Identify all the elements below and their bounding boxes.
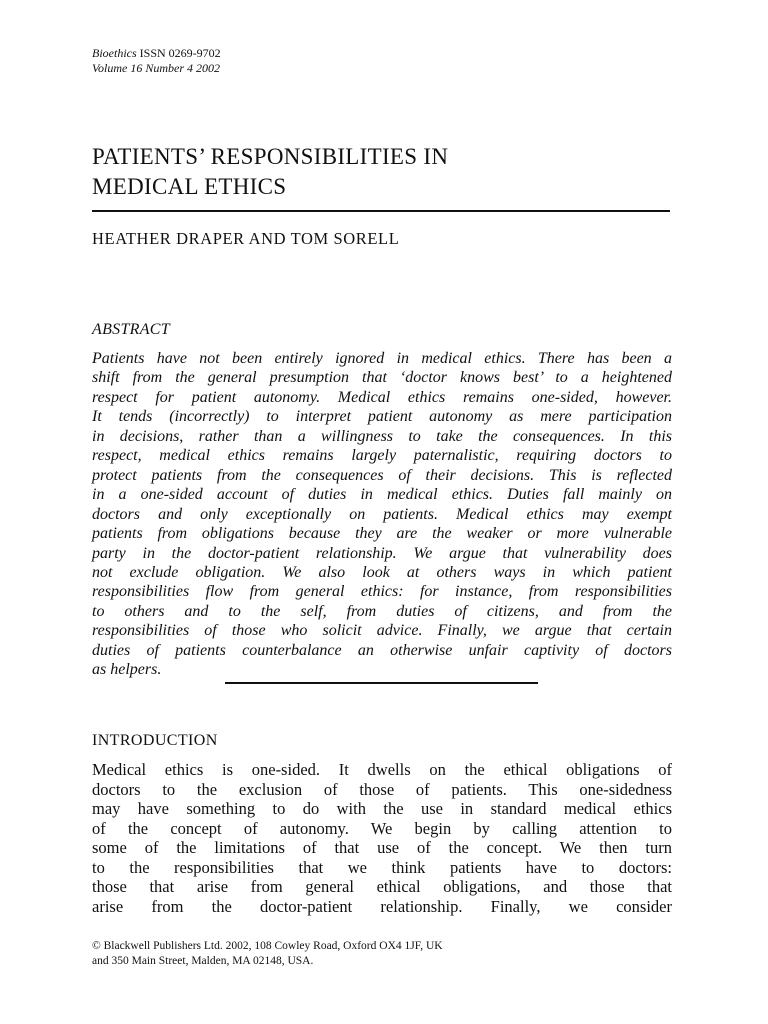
body-line: those that arise from general ethical obligations, and those that xyxy=(92,877,672,897)
body-line: may have something to do with the use in standard medical ethics xyxy=(92,799,672,819)
copyright-line: © Blackwell Publishers Ltd. 2002, 108 Cowley Road, Oxford OX4 1JF, UK xyxy=(92,940,443,952)
abstract-line: in a one-sided account of duties in medical ethics. Duties fall mainly on xyxy=(92,486,672,504)
abstract-line: as helpers. xyxy=(92,661,162,679)
abstract-line: in decisions, rather than a willingness to take the consequences. In this xyxy=(92,427,672,445)
journal-citation xyxy=(92,46,221,76)
abstract-line: not exclude obligation. We also look at others ways in which patient xyxy=(92,563,672,581)
abstract-line: protect patients from the consequences of their decisions. This is reflected xyxy=(92,466,672,484)
abstract-line: duties of patients counterbalance an otherwise unfair captivity of doctors xyxy=(92,641,672,659)
publisher-address-line: and 350 Main Street, Malden, MA 02148, USA. xyxy=(92,955,314,967)
introduction-body xyxy=(92,760,672,916)
body-line: of the concept of autonomy. We begin by calling attention to xyxy=(92,818,672,838)
abstract-line: patients from obligations because they are the weaker or more vulnerable xyxy=(92,525,672,543)
abstract-line: doctors and only exceptionally on patients. Medical ethics may exempt xyxy=(92,505,672,523)
body-line: doctors to the exclusion of those of patients. This one-sidedness xyxy=(92,779,672,799)
abstract-line: shift from the general presumption that ‘doctor knows best’ to a heightened xyxy=(92,369,672,387)
abstract-line: respect, medical ethics remains largely paternalistic, requiring doctors to xyxy=(92,447,672,465)
body-line: Medical ethics is one-sided. It dwells on the ethical obligations of xyxy=(92,760,672,779)
abstract-line: responsibilities flow from general ethics: for instance, from responsibilities xyxy=(92,583,672,601)
journal-name: Bioethics xyxy=(92,46,137,60)
journal-issn-line xyxy=(92,46,221,61)
abstract-body xyxy=(92,349,672,680)
abstract-line: to others and to the self, from duties of citizens, and from the xyxy=(92,602,672,620)
article-title-line: PATIENTS’ RESPONSIBILITIES IN xyxy=(92,144,449,169)
body-line: some of the limitations of that use of the concept. We then turn xyxy=(92,838,672,858)
body-line: to the responsibilities that we think patients have to doctors: xyxy=(92,857,672,877)
journal-volume: Volume 16 Number 4 2002 xyxy=(92,61,220,75)
abstract-line: It tends (incorrectly) to interpret patient autonomy as mere participation xyxy=(92,408,672,426)
abstract-line: responsibilities of those who solicit advice. Finally, we argue that certain xyxy=(92,622,672,640)
copyright-footer xyxy=(92,939,443,969)
abstract-heading: ABSTRACT xyxy=(92,321,170,338)
title-divider xyxy=(92,210,670,212)
body-line: arise from the doctor-patient relationship. Finally, we consider xyxy=(92,896,672,916)
journal-issn: ISSN 0269-9702 xyxy=(139,46,221,60)
article-title-line: MEDICAL ETHICS xyxy=(92,174,287,199)
introduction-heading: INTRODUCTION xyxy=(92,732,218,749)
abstract-line: respect for patient autonomy. Medical ethics remains one-sided, however. xyxy=(92,388,672,406)
section-divider xyxy=(225,682,538,684)
abstract-line: Patients have not been entirely ignored in medical ethics. There has been a xyxy=(92,350,672,367)
abstract-line: party in the doctor-patient relationship. We argue that vulnerability does xyxy=(92,544,672,562)
article-authors: HEATHER DRAPER AND TOM SORELL xyxy=(92,229,400,248)
article-title xyxy=(92,142,672,202)
